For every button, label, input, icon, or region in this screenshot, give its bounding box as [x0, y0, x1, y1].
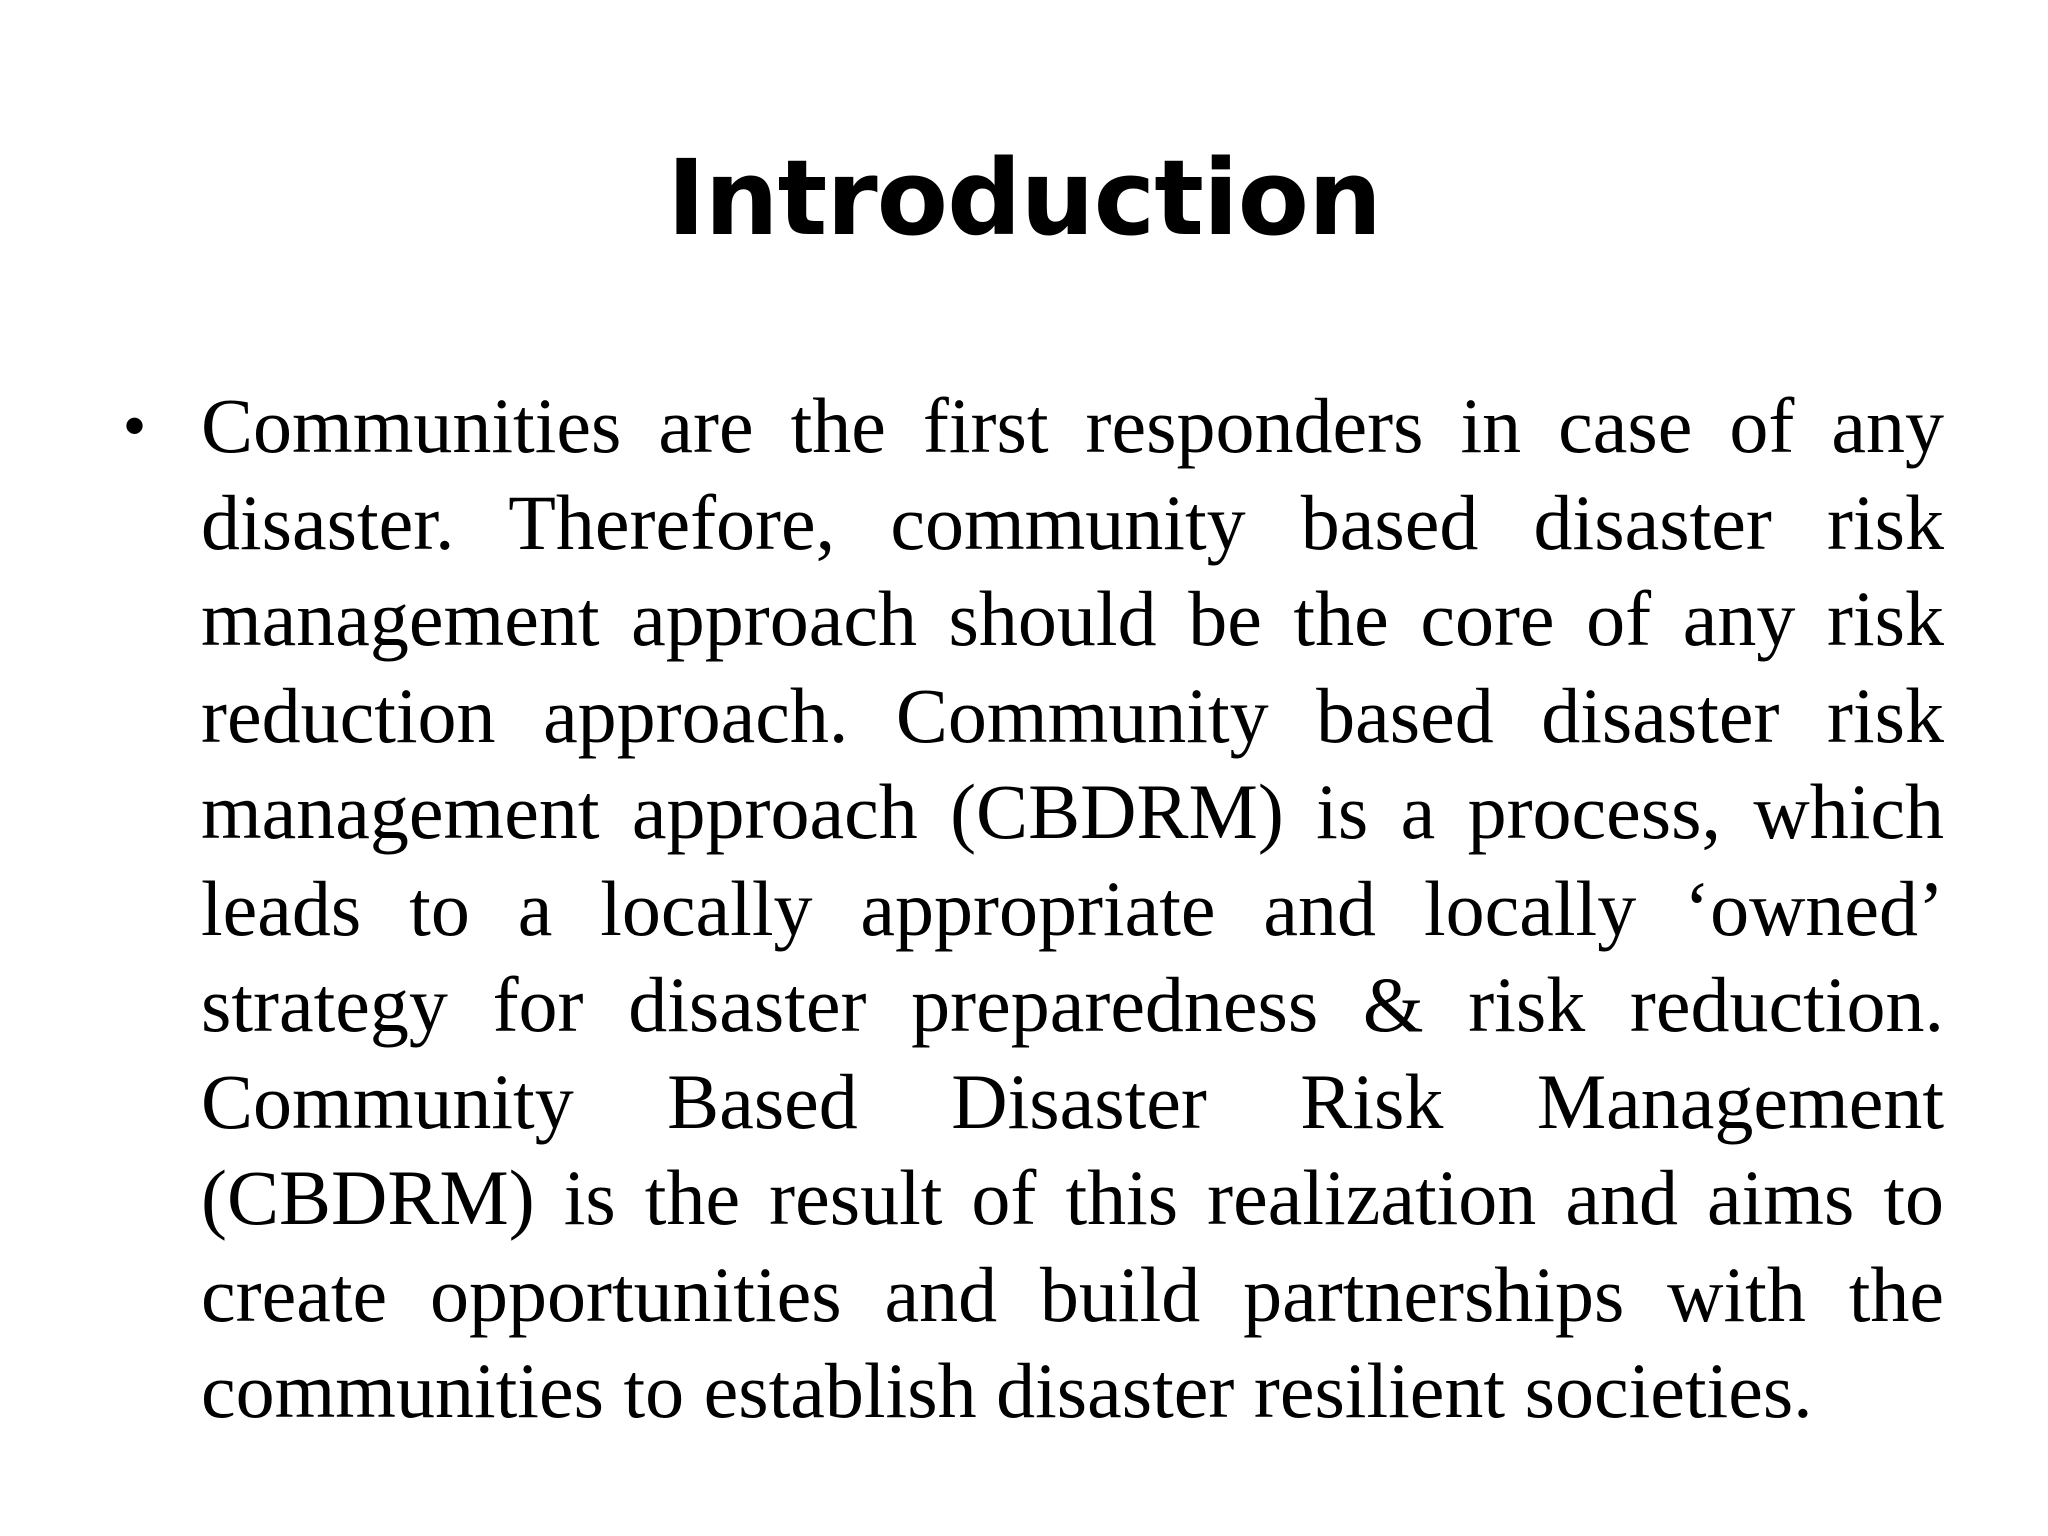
bullet-text: Communities are the first responders in case of any disaster. Therefore, community based disaster risk management approach should be the core of any risk reduction approach. Community based disaster risk management approach (CBDRM) is a process, which leads to a locally appropriate and locally ‘owned’ strategy for disaster preparedness & risk reduction. Community Based Disaster Risk Management (CBDRM) is the result of this realization and aims to create opportunities and build partnerships with the communities to establish disaster resilient societies. [201, 382, 1944, 1434]
bullet-list [124, 378, 1944, 1440]
bullet-item [124, 378, 1944, 1440]
bullet-icon: • [124, 392, 146, 459]
slide-title: Introduction [666, 137, 1382, 259]
